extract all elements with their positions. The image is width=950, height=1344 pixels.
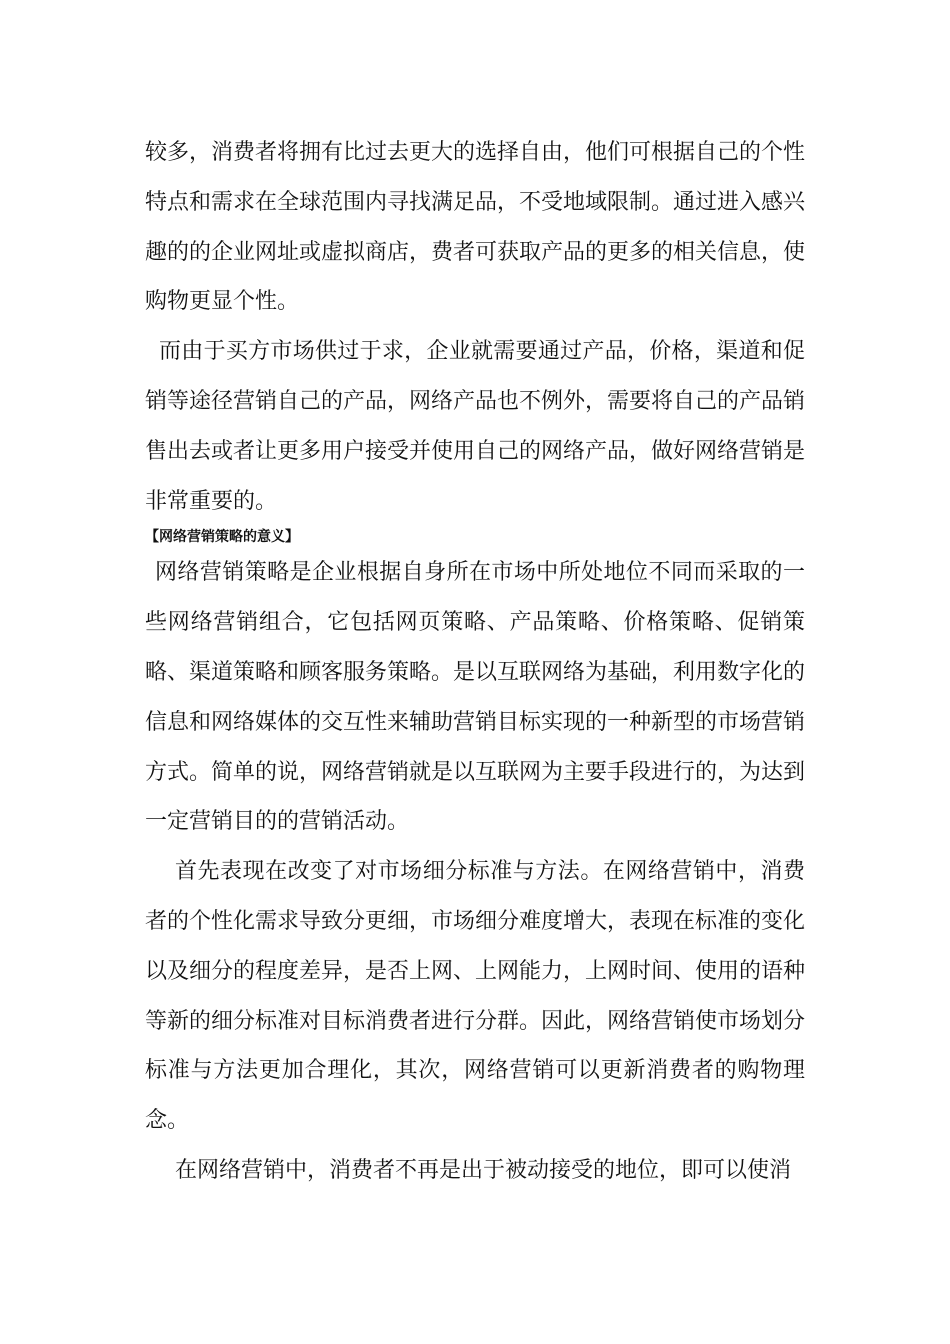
paragraph-strategy-definition: 网络营销策略是企业根据自身所在市场中所处地位不同而采取的一些网络营销组合，它包括网页策略、产品策略、价格策略、促销策略、渠道策略和顾客服务策略。是以互联网络为基础，利用数字化的信息和网络媒体的交互性来辅助营销目标实现的一种新型的市场营销方式。简单的说，网络营销就是以互联网为主要手段进行的，为达到一定营销目的的营销活动。 (145, 560, 806, 835)
section-heading: 【网络营销策略的意义】 (145, 529, 299, 546)
paragraph-consumer-choice: 较多，消费者将拥有比过去更大的选择自由，他们可根据自己的个性特点和需求在全球范围内寻找满足品，不受地域限制。通过进入感兴趣的的企业网址或虚拟商店，费者可获取产品的更多的相关信息，使购物更显个性。 (145, 140, 806, 315)
paragraph-buyers-market: 而由于买方市场供过于求，企业就需要通过产品，价格，渠道和促销等途径营销自己的产品，网络产品也不例外，需要将自己的产品销售出去或者让更多用户接受并使用自己的网络产品，做好网络营销是非常重要的。 (145, 339, 806, 514)
paragraph-market-segmentation: 首先表现在改变了对市场细分标准与方法。在网络营销中，消费者的个性化需求导致分更细，市场细分难度增大，表现在标准的变化以及细分的程度差异，是否上网、上网能力，上网时间、使用的语种等新的细分标准对目标消费者进行分群。因此，网络营销使市场划分标准与方法更加合理化，其次，网络营销可以更新消费者的购物理念。 (145, 859, 806, 1134)
paragraph-consumer-role: 在网络营销中，消费者不再是出于被动接受的地位，即可以使消 (175, 1157, 792, 1183)
document-body (145, 128, 805, 1196)
